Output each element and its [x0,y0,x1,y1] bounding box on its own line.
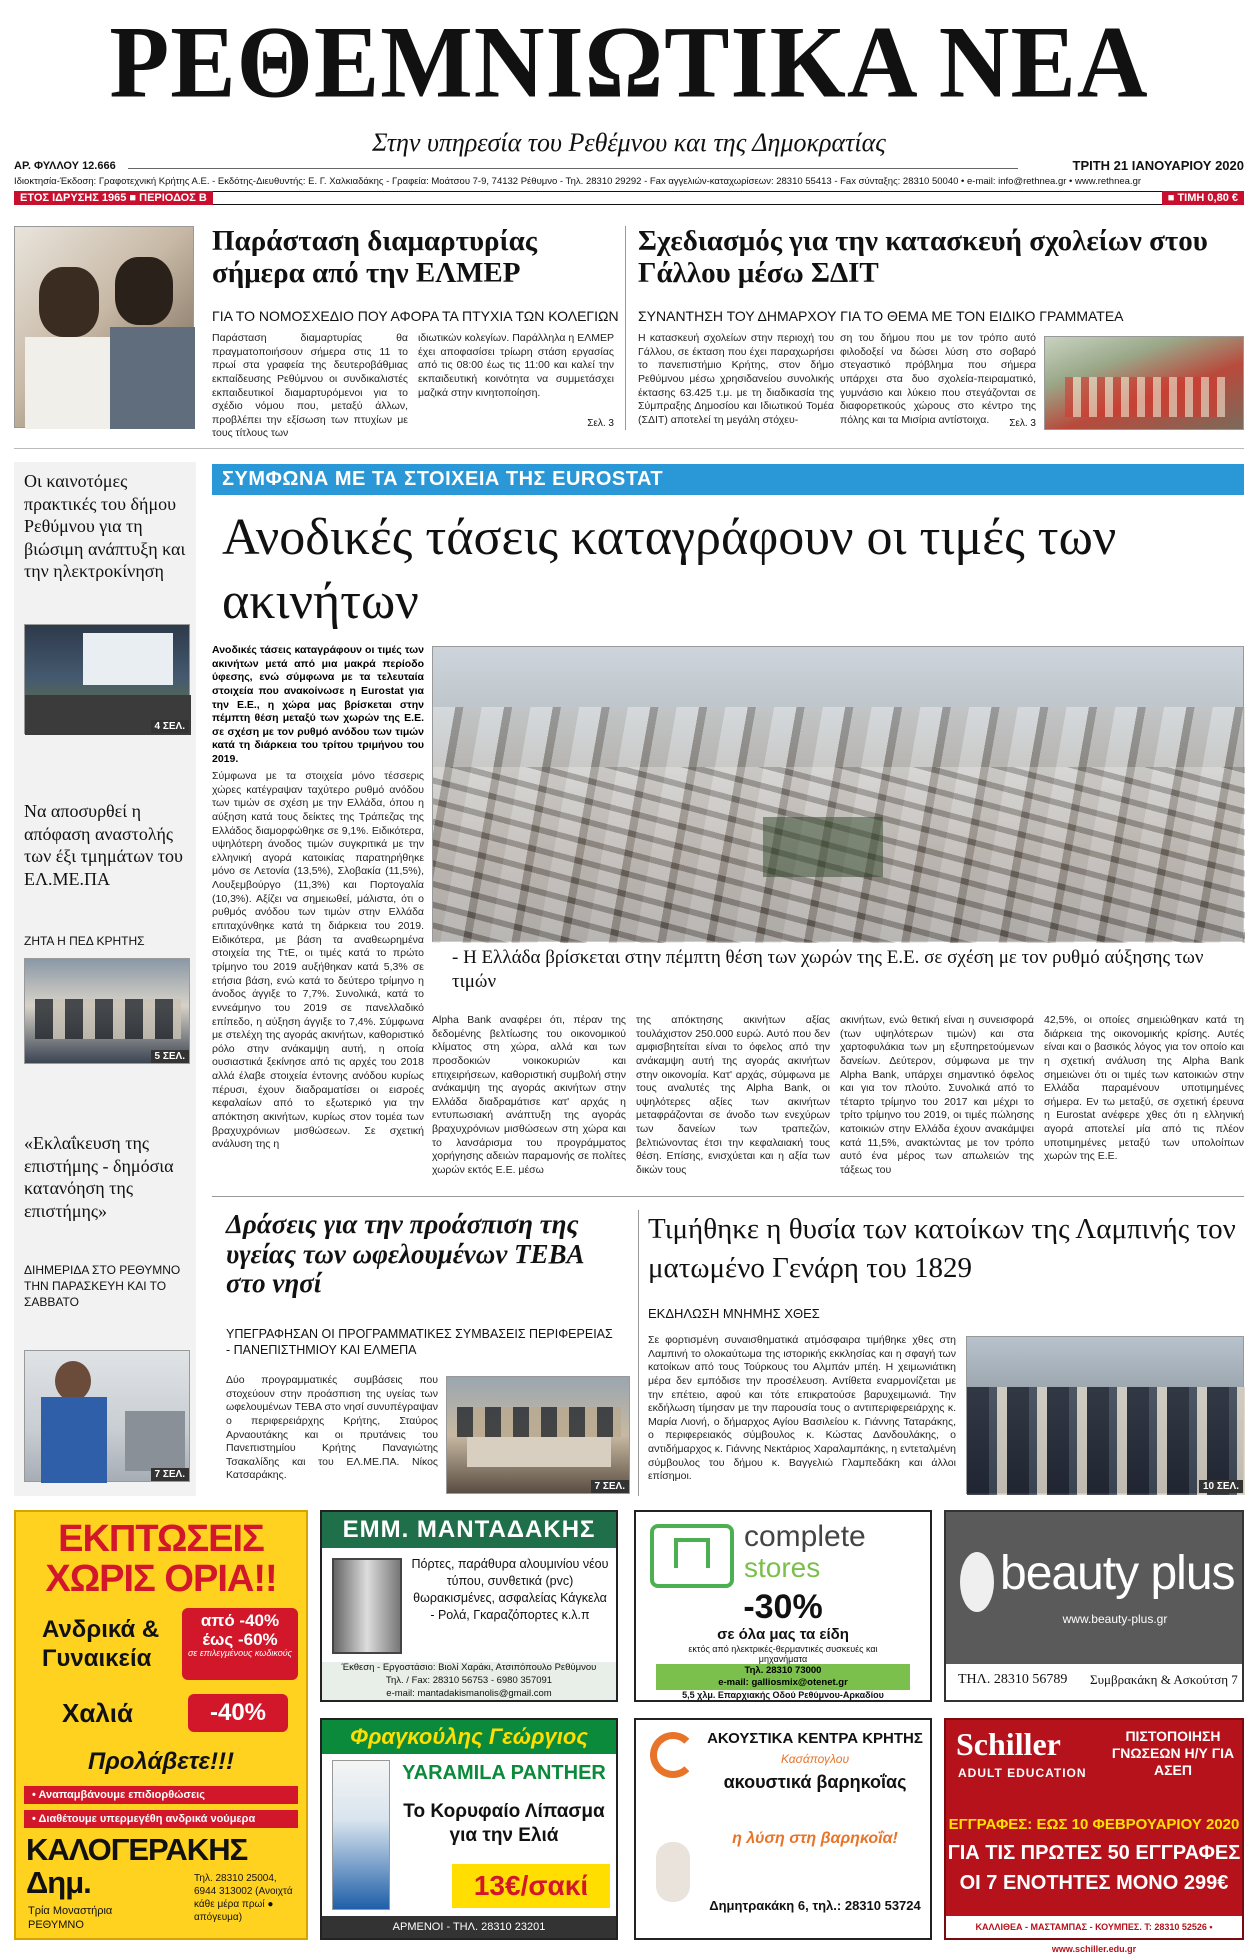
ad-schiller-footer: ΚΑΛΛΙΘΕΑ - ΜΑΣΤΑΜΠΑΣ - ΚΟΥΜΠΕΣ. Τ: 28310 52526 • www.schiller.edu.gr [946,1916,1242,1938]
ad-mantadakis-title: ΕΜΜ. ΜΑΝΤΑΔΑΚΗΣ [322,1512,616,1548]
sidebar-kicker-2: ΖΗΤΑ Η ΠΕΔ ΚΡΗΤΗΣ [24,934,145,948]
sidebar-photo-1: 4 ΣΕΛ. [24,624,190,734]
ad-complete-discount: -30% [743,1588,823,1626]
sidebar-photo-3: 7 ΣΕΛ. [24,1350,190,1482]
masthead-title: ΡΕΘΕΜΝΙΩΤΙΚΑ ΝΕΑ [109,6,1149,120]
ad-beauty-url: www.beauty-plus.gr [1062,1612,1168,1626]
main-col-2: της απόκτησης ακινήτων αξίας τουλάχιστον 250.000 ευρώ. Αυτό που δεν αμφισβητείται είναι το όφελος από την ανάκαμψη αυτή της αγοράς ακινήτων στην οικονομία. Κατ' αρχάς, σύμφωνα με τους αναλυτές της Alpha Bank, οι υψηλότερες αξίες των ακινήτων μεταφράζονται σε άνοδο των ενεχύρων των δανείων των τραπεζών, βελτιώνοντας έτσι την κεφαλαιακή τους θέση. Επίσης, ενισχύεται και η αξία των δικών τους [636,1014,830,1177]
main-col-4: 42,5%, οι οποίες σημειώθηκαν κατά τη διάρκεια της οικονομικής κρίσης. Αυτές είναι και ο βασικός λόγος για τον οποίο και η σχετική ανάλυση της Alpha Bank σημειώνει ότι οι τιμές των κατοικιών στην Ελλάδα παραμένουν υποτιμημένες σήμερα. Εν τω μεταξύ, σε σχετική έρευνα η Eurostat ανέφερε χθες ότι η ελληνική αγορά αποτελεί μία από τις πλέον υποτιμημένες μεταξύ των υπολοίπων χωρών της Ε.Ε. [1044,1014,1244,1163]
ad-kalogerakis-badge1b: έως -60% [202,1629,278,1649]
ad-akoustika-sub: Κασάπογλου [780,1752,850,1766]
schoolyard-photo [1044,336,1244,430]
ad-akoustika-slogan: η λύση στη βαρηκοΐα! [732,1830,898,1847]
ad-kalogerakis-name: ΚΑΛΟΓΕΡΑΚΗΣ Δημ. [26,1832,248,1900]
main-lead: Ανοδικές τάσεις καταγράφουν οι τιμές των ακινήτων μετά από μια μακρά περίοδο ύφεσης, ενώ σύμφωνα με τα τελευταία στοιχεία που ανακοίνωσε η Eurostat για την Ε.Ε., η χώρα μας βρίσκεται στην πέμπτη θέση μεταξύ των χωρών της Ε.Ε. σε σχέση με τον ρυθμό ανόδου των τιμών κατά τη διάρκεια του τρίτου τριμήνου του 2019. [212,644,424,766]
ad-complete-email: e-mail: galliosmix@otenet.gr [718,1676,848,1688]
ad-fragkoulis-footer: ΑΡΜΕΝΟΙ - ΤΗΛ. 28310 23201 [322,1916,616,1938]
ad-complete-note: εκτός από ηλεκτρικές-θερμαντικές συσκευές και μηχανήματα [688,1644,878,1664]
ad-kalogerakis-addr: Τρία Μοναστήρια ΡΕΘΥΜΝΟ [28,1905,113,1932]
lampini-photo: 10 ΣΕΛ. [966,1336,1244,1494]
ad-kalogerakis-badge1c: σε επιλεγμένους κωδικούς [187,1648,293,1659]
top-left-col2: ιδιωτικών κολεγίων. Παράλληλα η ΕΛΜΕΡ έχει αποφασίσει τρίωρη στάση εργασίας από τις 08:00 έως τις 11:00 και καλεί την εκπαιδευτική κοινότητα να συμμετάσχει μαζικά στην κινητοποίηση. [418,332,614,399]
ad-complete-line: σε όλα μας τα είδη [717,1626,849,1643]
publisher-info: Ιδιοκτησία-Έκδοση: Γραφοτεχνική Κρήτης Α.Ε. - Εκδότης-Διευθυντής: Ε. Γ. Χαλκιαδάκης - Γραφεία: Μοάτσου 7-9, 74132 Ρέθυμνο - Τηλ. 28310 29292 - Fax αγγελιών-καταχωρίσεων: 28310 55413 - Fax σύνταξης: 28310 50040 • e-mail: info@rethnea.gr • www.rethnea.gr [14,176,1142,187]
sidebar-page-3: 7 [154,1469,161,1480]
top-left-col1: Παράσταση διαμαρτυρίας θα πραγματοποιήσουν σήμερα στις 11 το πρωί στα γραφεία της δευτεροβάθμιας εκπαίδευσης Ρεθύμνου οι συνδικαλιστές εκπαιδευτικοί διαμαρτυρόμενοι για το σχέδιο νόμου που, μεταξύ άλλων, προβλέπει την εξίσωση των πτυχίων με τους τίτλους των [212,332,408,440]
ad-beauty-addr: Συμβρακάκη & Ασκούτση 7 [1090,1672,1238,1687]
ad-kalogerakis-title: ΕΚΠΤΩΣΕΙΣ ΧΩΡΙΣ ΟΡΙΑ!! [45,1518,277,1600]
main-headline: Ανοδικές τάσεις καταγράφουν οι τιμές των ακινήτων [222,509,1117,630]
ad-akoustika-desc: ακουστικά βαρηκοΐας [723,1772,907,1792]
ad-complete-tel: Τηλ. 28310 73000 [744,1665,822,1676]
ad-schiller-sub: ADULT EDUCATION [958,1766,1087,1780]
ad-mantadakis-footer3: e-mail: mantadakismanolis@gmail.com [386,1687,552,1699]
ad-fragkoulis-desc: Το Κορυφαίο Λίπασμα για την Ελιά [403,1801,605,1846]
teva-headline: Δράσεις για την προάσπιση της υγείας των ωφελουμένων ΤΕΒΑ στο νησί [226,1209,584,1299]
ad-kalogerakis-promo: Προλάβετε!!! [88,1748,234,1775]
founded-bar: ΕΤΟΣ ΙΔΡΥΣΗΣ 1965 ■ ΠΕΡΙΟΔΟΣ Β [14,191,213,205]
fertilizer-bag-icon [332,1760,390,1910]
main-col-3: ακινήτων, ενώ θετική είναι η συνεισφορά (των υψηλότερων τιμών) και στα χαρτοφυλάκια των μη εξυπηρετούμενων δανείων. Δεύτερον, σύμφωνα με την Alpha Bank, υπάρχει σημαντικό όφελος και για τον πλούτο. Συνολικά από το τέταρτο τρίμηνο του 2017 και μέχρι το τρίτο τρίμηνο του 2019, οι τιμές πώλησης κατοικιών στην Ελλάδα έχουν ανακάμψει κατά 11,5%, ανακτώντας με τον τρόπο αυτό ένα μέρος των απωλειών της τάξεως του [840,1014,1034,1177]
ad-kalogerakis[interactable] [14,1510,308,1940]
main-photo-caption: - Η Ελλάδα βρίσκεται στην πέμπτη θέση των χωρών της Ε.Ε. σε σχέση με τον ρυθμό αύξησης των τιμών [452,947,1204,992]
ad-fragkoulis[interactable] [320,1718,618,1940]
flower-icon [960,1552,994,1612]
ad-complete-addr: 5,5 χλμ. Επαρχιακής Οδού Ρεθύμνου-Αρκαδίου [682,1690,884,1700]
ad-akoustika[interactable] [634,1718,932,1940]
ad-kalogerakis-bullet2: • Διαθέτουμε υπερμεγέθη ανδρικά νούμερα [24,1810,298,1828]
teva-photo: 7 ΣΕΛ. [446,1376,630,1494]
sidebar-headline-3: «Εκλαΐκευση της επιστήμης - δημόσια κατανόηση της επιστήμης» [24,1133,174,1221]
ad-fragkoulis-price: 13€/σακί [452,1864,610,1908]
ad-akoustika-title: ΑΚΟΥΣΤΙΚΑ ΚΕΝΤΡΑ ΚΡΗΤΗΣ [707,1730,923,1747]
sidebar-page-2: 5 [154,1051,161,1062]
door-icon [332,1558,402,1654]
ad-complete-stores[interactable] [634,1510,932,1702]
home-icon [650,1524,734,1588]
ad-mantadakis-footer1: Έκθεση - Εργοστάσιο: Βιολί Χαράκι, Ατσιπόπουλο Ρεθύμνου [341,1662,597,1673]
ad-schiller-line2: ΓΙΑ ΤΙΣ ΠΡΩΤΕΣ 50 ΕΓΓΡΑΦΕΣ [947,1842,1241,1864]
ad-schiller-brand: Schiller [956,1726,1061,1762]
city-aerial-photo [432,646,1244,942]
ad-mantadakis-text: Πόρτες, παράθυρα αλουμινίου νέου τύπου, συνθετικά (pvc) θωρακισμένες, ασφαλείας Κάγκελα - Ρολά, Γκαραζόπορτες κ.λ.π [411,1557,609,1622]
top-left-headline: Παράσταση διαμαρτυρίας σήμερα από την ΕΛΜΕΡ [212,225,537,289]
teva-subhead: ΥΠΕΓΡΑΦΗΣΑΝ ΟΙ ΠΡΟΓΡΑΜΜΑΤΙΚΕΣ ΣΥΜΒΑΣΕΙΣ ΠΕΡΙΦΕΡΕΙΑΣ - ΠΑΝΕΠΙΣΤΗΜΙΟΥ ΚΑΙ ΕΛΜΕΠΑ [226,1327,613,1358]
sidebar-headline-2: Να αποσυρθεί η απόφαση αναστολής των έξι τμημάτων του ΕΛ.ΜΕ.ΠΑ [24,801,183,889]
ad-kalogerakis-phones: Τηλ. 28310 25004, 6944 313002 (Ανοιχτά κάθε μέρα πρωί ● απόγευμα) [194,1873,293,1923]
ad-kalogerakis-badge2: -40% [188,1694,288,1732]
ad-fragkoulis-title: Φραγκούλης Γεώργιος [322,1720,616,1754]
top-right-subhead: ΣΥΝΑΝΤΗΣΗ ΤΟΥ ΔΗΜΑΡΧΟΥ ΓΙΑ ΤΟ ΘΕΜΑ ΜΕ ΤΟΝ ΕΙΔΙΚΟ ΓΡΑΜΜΑΤΕΑ [638,308,1124,324]
ad-kalogerakis-bullet1: • Αναπαμβάνουμε επιδιορθώσεις [24,1786,298,1804]
masthead-tagline: Στην υπηρεσία του Ρεθέμνου και της Δημοκρατίας [372,128,886,157]
lampini-subhead: ΕΚΔΗΛΩΣΗ ΜΝΗΜΗΣ ΧΘΕΣ [648,1306,820,1321]
price-bar: ■ ΤΙΜΗ 0,80 € [1162,191,1244,205]
main-body-left: Σύμφωνα με τα στοιχεία μόνο τέσσερις χώρες κατέγραψαν ταχύτερο ρυθμό ανόδου των τιμών σε σχέση με την Ελλάδα, όπου η αύξηση κατά τους δείκτες της Τράπεζας της Ελλάδος διαμορφώθηκε σε 9,1%. Ειδικότερα, υψηλότερη άνοδος τιμών συγκριτικά με την ελληνική αγορά κατοικίας παρατηρήθηκε μόνο σε Λετονία (13,5%), Σλοβακία (11,5%), Λουξεμβούργο (11,3%) και Πορτογαλία (10,3%). Αξίζει να σημειωθεί, μάλιστα, ότι ο ρυθμός ανόδου των τιμών στην Ελλάδα επιταχύνθηκε κατά τη διάρκεια του 2019. Ειδικότερα, με βάση τα αναθεωρημένα στοιχεία της ΤτΕ, οι τιμές κατά το πρώτο τρίμηνο του 2019 αυξήθηκαν κατά 5,3% σε ετήσια βάση, ενώ κατά το δεύτερο τρίμηνο η άνοδος άγγιξε το 7,7%. Συνολικά, κατά το εννεάμηνο του 2019 σε πανελλαδικό επίπεδο, η αύξηση άγγιξε το 7,4%. Σύμφωνα με στελέχη της αγοράς ακινήτων, καθοριστικό ρόλο στην ανάκαμψη αυτή, η οποία ουσιαστικά ξεκίνησε από τις αρχές του 2018 αλλά έλαβε στοιχεία έντονης ανόδου κυρίως πέρυσι, έχουν διαδραματίσει οι εισροές κεφαλαίων από το εξωτερικό για την απόκτηση ακινήτων, κυρίως στον τομέα των βραχυχρόνιων μισθώσεων. Σε σχετική ανάλυση της η [212,770,424,1151]
sidebar-photo-2: 5 ΣΕΛ. [24,958,190,1064]
ad-beauty-brand: beauty plus [1000,1547,1235,1600]
teva-body: Δύο προγραμματικές συμβάσεις που στοχεύουν στην προάσπιση της υγείας των ωφελουμένων ΤΕΒΑ στο νησί συνυπέγραψαν ο περιφερειάρχης Κρήτης, Σταύρος Αρναουτάκης και οι πρυτάνεις του Πανεπιστημίου Κρήτης Παναγιώτης Τσακαλίδης και του ΕΛ.ΜΕ.ΠΑ. Νίκος Κατσαράκης. [226,1374,438,1482]
ad-schiller-line1: ΕΓΓΡΑΦΕΣ: ΕΩΣ 10 ΦΕΒΡΟΥΑΡΙΟΥ 2020 [948,1816,1240,1833]
sidebar-page-1: 4 [154,721,161,732]
lampini-page: 10 [1202,1481,1215,1492]
top-right-col1: Η κατασκευή σχολείων στην περιοχή του Γάλλου, σε έκταση που έχει παραχωρήσει το πανεπιστήμιο Κρήτης, στον δήμο Ρεθύμνου μέσω χρησιδανείου συνολικής έκτασης 63.425 τ.μ. με τη διαδικασία της Σύμπραξης Δημοσίου και Ιδιωτικού Τομέα (ΣΔΙΤ) αποτελεί τη μεγάλη στόχευ- [638,332,834,426]
students-photo [14,226,194,428]
ad-akoustika-footer: Δημητρακάκη 6, τηλ.: 28310 53724 [709,1898,921,1913]
ad-mantadakis[interactable] [320,1510,618,1702]
ad-fragkoulis-product: YARAMILA PANTHER [402,1762,606,1784]
sidebar-headline-1: Οι καινοτόμες πρακτικές του δήμου Ρεθύμνου για τη βιώσιμη ανάπτυξη και την ηλεκτροκίνηση [24,471,186,581]
hearing-aid-icon [646,1732,700,1922]
teva-page: 7 [594,1481,601,1492]
top-right-col2: ση του δήμου που με τον τρόπο αυτό φιλοδοξεί να δώσει λύση στο σοβαρό στεγαστικό πρόβλημα που σήμερα υπάρχει στα δυο σχολεία-πειραματικό, γυμνάσιο και λύκειο που στεγάζονται σε διαφορετικούς χώρους στο κέντρο της πόλης και τα Μισίρια αντίστοιχα. [840,332,1036,426]
ad-beauty-tel: ΤΗΛ. 28310 56789 [958,1672,1068,1687]
sidebar-kicker-3: ΔΙΗΜΕΡΙΔΑ ΣΤΟ ΡΕΘΥΜΝΟ ΤΗΝ ΠΑΡΑΣΚΕΥΗ ΚΑΙ ΤΟ ΣΑΒΒΑΤΟ [24,1263,181,1310]
top-left-page: Σελ. 3 [587,418,614,429]
ad-schiller-line3: ΟΙ 7 ΕΝΟΤΗΤΕΣ ΜΟΝΟ 299€ [959,1872,1229,1894]
ad-complete-brand1: complete [744,1520,866,1553]
main-kicker: ΣΥΜΦΩΝΑ ΜΕ ΤΑ ΣΤΟΙΧΕΙΑ ΤΗΣ EUROSTAT [212,464,1244,495]
lampini-body: Σε φορτισμένη συναισθηματικά ατμόσφαιρα τιμήθηκε χθες στη Λαμπινή το ολοκαύτωμα της ιστορικής εκκλησίας και η σφαγή των κατοίκων από τους Τούρκους του Αλμπάν μπέη. Η χειμωνιάτικη μέρα δεν εμπόδισε την προσέλευση. Αντίθετα εναρμονίζεται με την επέτειο, αφού και τότε επικρατούσε βαρυχειμωνιά. Την εκδήλωση τίμησαν με την παρουσία τους ο αντιπεριφερειάρχης κ. Μαρία Λιονή, ο δήμαρχος Αγίου Βασιλείου κ. Γιάννης Ταταράκης, ο περιφερειακός σύμβουλος κ. Κώστας Δανδουλάκης, ο αντιδήμαρχος κ. Γιάννης Νεκτάριος Χαραλαμπάκης, η εντεταλμένη σύμβουλος του δήμου κ. Βαγγελιώ Γλαμπεδάκη και άλλοι επίσημοι. [648,1334,956,1483]
ad-schiller-right: ΠΙΣΤΟΠΟΙΗΣΗ ΓΝΩΣΕΩΝ Η/Υ ΓΙΑ ΑΣΕΠ [1111,1728,1235,1778]
top-right-page: Σελ. 3 [1009,418,1036,429]
ad-kalogerakis-line1: Ανδρικά & Γυναικεία [42,1616,160,1672]
ad-kalogerakis-badge1a: από -40% [200,1611,280,1630]
ad-schiller[interactable] [944,1718,1244,1954]
ad-kalogerakis-line2: Χαλιά [62,1698,133,1728]
lampini-headline: Τιμήθηκε η θυσία των κατοίκων της Λαμπινής τον ματωμένο Γενάρη του 1829 [648,1213,1236,1285]
main-col-1: Alpha Bank αναφέρει ότι, πέραν της δεδομένης βελτίωσης του οικονομικού κλίματος στη χώρα, αλλά και των προσδοκιών νοικοκυριών και επιχειρήσεων, καθοριστική συμβολή στην ανάκαμψη της αγοράς ακινήτων στην Ελλάδα διαδραμάτισε κατ' αρχάς η εντυπωσιακή ανάπτυξη της αγοράς βραχυχρόνιων μισθώσεων στη χώρα και το λανσάρισμα του προγράμματος χορήγησης αδειών παραμονής σε πολίτες χωρών εκτός Ε.Ε. μέσω [432,1014,627,1177]
top-left-subhead: ΓΙΑ ΤΟ ΝΟΜΟΣΧΕΔΙΟ ΠΟΥ ΑΦΟΡΑ ΤΑ ΠΤΥΧΙΑ ΤΩΝ ΚΟΛΕΓΙΩΝ [212,308,619,324]
ad-mantadakis-footer2: Τηλ. / Fax: 28310 56753 - 6980 357091 [385,1674,553,1686]
issue-date: ΤΡΙΤΗ 21 ΙΑΝΟΥΑΡΙΟΥ 2020 [1072,158,1244,173]
ad-complete-brand2: stores [744,1552,821,1583]
top-right-headline: Σχεδιασμός για την κατασκευή σχολείων στου Γάλλου μέσω ΣΔΙΤ [638,225,1208,289]
ad-beauty-plus[interactable] [944,1510,1244,1702]
issue-number: ΑΡ. ΦΥΛΛΟΥ 12.666 [14,160,116,172]
